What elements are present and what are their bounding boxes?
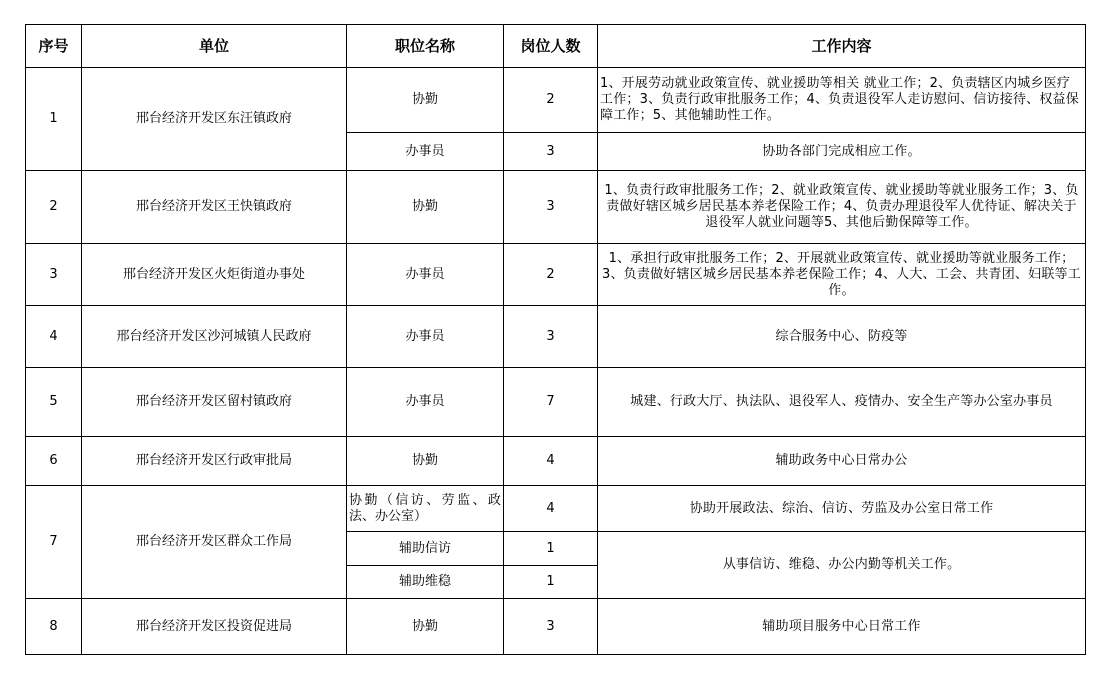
row-position: 办事员 (347, 133, 504, 171)
row-position: 辅助维稳 (347, 566, 504, 599)
row-content: 1、负责行政审批服务工作；2、就业政策宣传、就业援助等就业服务工作；3、负责做好辖区城乡居民基本养老保险工作；4、负责办理退役军人优待证、解决关于退役军人就业问题等5、其他后勤保障等工作。 (598, 171, 1086, 244)
row-seq: 1 (26, 68, 82, 171)
table-row (26, 599, 1086, 655)
row-seq: 4 (26, 306, 82, 368)
row-position: 协勤 (347, 599, 504, 655)
row-seq: 8 (26, 599, 82, 655)
header-position: 职位名称 (347, 25, 504, 68)
row-unit: 邢台经济开发区沙河城镇人民政府 (82, 306, 347, 368)
row-seq: 6 (26, 437, 82, 486)
row-position: 协勤（信访、劳监、政法、办公室） (347, 486, 504, 532)
row-unit: 邢台经济开发区火炬街道办事处 (82, 244, 347, 306)
row-content: 协助开展政法、综治、信访、劳监及办公室日常工作 (598, 486, 1086, 532)
row-content: 辅助项目服务中心日常工作 (598, 599, 1086, 655)
header-unit: 单位 (82, 25, 347, 68)
row-unit: 邢台经济开发区留村镇政府 (82, 368, 347, 437)
header-row (26, 25, 1086, 68)
row-unit: 邢台经济开发区群众工作局 (82, 486, 347, 599)
row-content: 从事信访、维稳、办公内勤等机关工作。 (598, 532, 1086, 599)
row-position: 办事员 (347, 244, 504, 306)
row-count: 4 (504, 486, 598, 532)
row-count: 2 (504, 244, 598, 306)
table-row (26, 437, 1086, 486)
row-position: 辅助信访 (347, 532, 504, 566)
header-content: 工作内容 (598, 25, 1086, 68)
row-seq: 5 (26, 368, 82, 437)
row-count: 2 (504, 68, 598, 133)
row-count: 3 (504, 171, 598, 244)
row-count: 4 (504, 437, 598, 486)
row-count: 3 (504, 306, 598, 368)
row-unit: 邢台经济开发区行政审批局 (82, 437, 347, 486)
row-seq: 2 (26, 171, 82, 244)
table-row (26, 486, 1086, 532)
table-row (26, 368, 1086, 437)
table-row (26, 171, 1086, 244)
row-count: 3 (504, 599, 598, 655)
row-position: 协勤 (347, 437, 504, 486)
table-row (26, 68, 1086, 133)
row-content: 辅助政务中心日常办公 (598, 437, 1086, 486)
row-seq: 7 (26, 486, 82, 599)
row-content: 城建、行政大厅、执法队、退役军人、疫情办、安全生产等办公室办事员 (598, 368, 1086, 437)
table-row (26, 306, 1086, 368)
job-table (25, 24, 1086, 655)
row-count: 3 (504, 133, 598, 171)
row-unit: 邢台经济开发区王快镇政府 (82, 171, 347, 244)
row-content: 1、开展劳动就业政策宣传、就业援助等相关 就业工作；2、负责辖区内城乡医疗工作；3、负责行政审批服务工作；4、负责退役军人走访慰问、信访接待、权益保障工作；5、其他辅助性工作。 (598, 68, 1086, 133)
table-row (26, 244, 1086, 306)
row-seq: 3 (26, 244, 82, 306)
row-position: 协勤 (347, 171, 504, 244)
header-seq: 序号 (26, 25, 82, 68)
row-unit: 邢台经济开发区东汪镇政府 (82, 68, 347, 171)
row-content: 1、承担行政审批服务工作；2、开展就业政策宣传、就业援助等就业服务工作；3、负责做好辖区城乡居民基本养老保险工作；4、人大、工会、共青团、妇联等工作。 (598, 244, 1086, 306)
row-count: 1 (504, 566, 598, 599)
row-position: 协勤 (347, 68, 504, 133)
row-count: 7 (504, 368, 598, 437)
header-count: 岗位人数 (504, 25, 598, 68)
row-unit: 邢台经济开发区投资促进局 (82, 599, 347, 655)
row-count: 1 (504, 532, 598, 566)
row-content: 综合服务中心、防疫等 (598, 306, 1086, 368)
row-position: 办事员 (347, 368, 504, 437)
row-content: 协助各部门完成相应工作。 (598, 133, 1086, 171)
row-position: 办事员 (347, 306, 504, 368)
